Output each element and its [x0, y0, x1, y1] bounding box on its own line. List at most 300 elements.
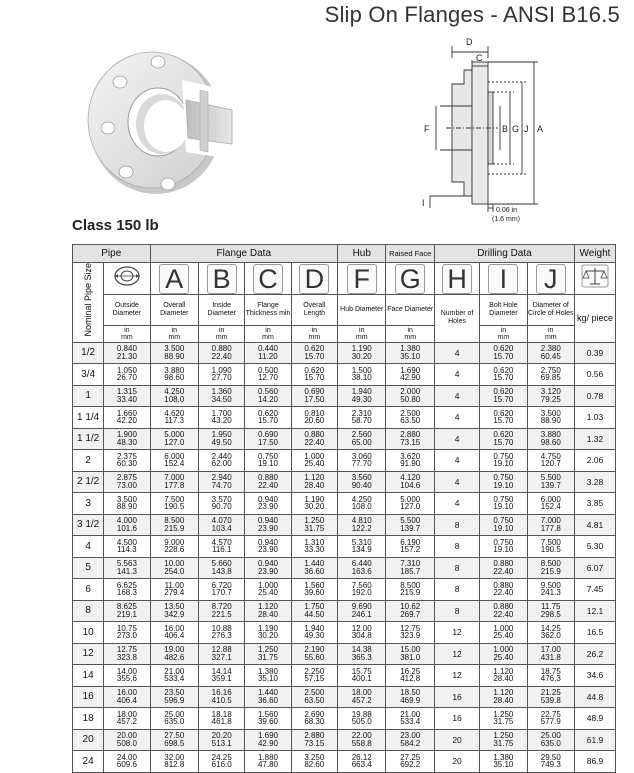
- weight-cell: 0.56: [574, 364, 615, 386]
- table-row: [73, 407, 616, 429]
- table-row: [73, 557, 616, 579]
- group-header-pipe: Pipe: [73, 245, 151, 263]
- dim-a-cell: 25.00 635.0: [150, 708, 198, 730]
- dim-f-cell: 9.690 246.1: [338, 600, 386, 622]
- dim-b-cell: 1.700 43.20: [199, 407, 245, 429]
- nominal-size-cell: 6: [73, 579, 104, 601]
- dim-d-cell: 0.620 15.70: [291, 364, 337, 386]
- table-row: [73, 579, 616, 601]
- dim-b-cell: 12.88 327.1: [199, 643, 245, 665]
- dim-g-cell: 27.25 692.2: [386, 751, 434, 773]
- nominal-size-cell: 2: [73, 450, 104, 472]
- nominal-size-cell: 8: [73, 600, 104, 622]
- dim-a-cell: 27.50 698.5: [150, 729, 198, 751]
- dim-g-cell: 18.50 469.9: [386, 686, 434, 708]
- dim-d-cell: 1.750 44.50: [291, 600, 337, 622]
- nominal-size-cell: 12: [73, 643, 104, 665]
- dim-c-cell: 1.120 28.40: [245, 600, 291, 622]
- dim-g-cell: 10.62 269.7: [386, 600, 434, 622]
- dim-i-cell: 0.620 15.70: [480, 428, 527, 450]
- dim-b-cell: 4.070 103.4: [199, 514, 245, 536]
- weight-cell: 1.03: [574, 407, 615, 429]
- dim-c-cell: 1.880 47.80: [245, 751, 291, 773]
- dim-d-cell: 1.310 33.30: [291, 536, 337, 558]
- dim-label-b: B: [502, 124, 509, 134]
- dim-i-cell: 0.880 22.40: [480, 579, 527, 601]
- letter-f-header: F: [338, 263, 386, 295]
- dim-j-cell: 17.00 431.8: [527, 643, 574, 665]
- letter-c-header: C: [245, 263, 291, 295]
- dim-d-cell: 2.190 55.60: [291, 643, 337, 665]
- dim-j-cell: 9.500 241.3: [527, 579, 574, 601]
- dim-j-cell: 2.750 69.85: [527, 364, 574, 386]
- nominal-pipe-size-header: Nominal Pipe Size: [73, 263, 104, 343]
- dim-a-cell: 9.000 228.6: [150, 536, 198, 558]
- dim-i-cell: 1.120 28.40: [480, 665, 527, 687]
- dim-j-cell: 22.75 577.9: [527, 708, 574, 730]
- dim-j-cell: 4.750 120.7: [527, 450, 574, 472]
- weight-cell: 86.9: [574, 751, 615, 773]
- weight-cell: 16.5: [574, 622, 615, 644]
- dim-g-cell: 4.120 104.6: [386, 471, 434, 493]
- flange-table-body: [73, 342, 616, 772]
- dim-label-i: I: [422, 198, 425, 208]
- dim-label-j: J: [524, 124, 529, 134]
- dim-j-cell: 25.00 635.0: [527, 729, 574, 751]
- dim-f-cell: 4.250 108.0: [338, 493, 386, 515]
- dim-j-cell: 5.500 139.7: [527, 471, 574, 493]
- unit-f: in mm: [338, 325, 386, 342]
- dim-od-cell: 14.00 355.6: [104, 665, 150, 687]
- dim-f-cell: 3.060 77.70: [338, 450, 386, 472]
- dim-g-cell: 15.00 381.0: [386, 643, 434, 665]
- letter-d-header: D: [291, 263, 337, 295]
- weight-cell: 61.9: [574, 729, 615, 751]
- dim-f-cell: 2.560 65.00: [338, 428, 386, 450]
- dim-a-cell: 16.00 406.4: [150, 622, 198, 644]
- dim-j-cell: 3.500 88.90: [527, 407, 574, 429]
- number-of-holes-cell: 4: [434, 450, 479, 472]
- group-header-raised-face: Raised Face: [386, 245, 434, 263]
- class-label: Class 150 lb: [72, 217, 159, 234]
- nominal-size-cell: 1 1/2: [73, 428, 104, 450]
- dim-c-cell: 0.750 19.10: [245, 450, 291, 472]
- group-header-weight: Weight: [574, 245, 615, 263]
- unit-j: in mm: [527, 325, 574, 342]
- dim-od-cell: 6.625 168.3: [104, 579, 150, 601]
- desc-bolt-hole-diameter: Bolt Hole Diameter: [480, 295, 527, 326]
- dim-a-cell: 21.00 533.4: [150, 665, 198, 687]
- dim-od-cell: 20.00 508.0: [104, 729, 150, 751]
- dim-i-cell: 1.250 31.75: [480, 708, 527, 730]
- table-row: [73, 342, 616, 364]
- letter-h-header: H: [434, 263, 479, 295]
- table-row: [73, 600, 616, 622]
- dim-i-cell: 0.750 19.10: [480, 493, 527, 515]
- number-of-holes-cell: 16: [434, 686, 479, 708]
- nominal-size-cell: 2 1/2: [73, 471, 104, 493]
- dim-a-cell: 4.620 117.3: [150, 407, 198, 429]
- dim-label-g: G: [512, 124, 520, 134]
- table-row: [73, 514, 616, 536]
- table-row: [73, 729, 616, 751]
- number-of-holes-cell: 16: [434, 708, 479, 730]
- number-of-holes-cell: 12: [434, 622, 479, 644]
- nominal-size-cell: 18: [73, 708, 104, 730]
- dim-a-cell: 4.250 108.0: [150, 385, 198, 407]
- dim-a-cell: 7.500 190.5: [150, 493, 198, 515]
- dim-g-cell: 16.25 412.8: [386, 665, 434, 687]
- weight-cell: 1.32: [574, 428, 615, 450]
- weight-cell: 48.9: [574, 708, 615, 730]
- dim-b-cell: 2.940 74.70: [199, 471, 245, 493]
- dim-b-cell: 6.720 170.7: [199, 579, 245, 601]
- group-header-flange-data: Flange Data: [150, 245, 337, 263]
- dim-j-cell: 3.880 98.60: [527, 428, 574, 450]
- dim-d-cell: 1.190 30.20: [291, 493, 337, 515]
- nominal-size-cell: 1: [73, 385, 104, 407]
- letter-i-header: I: [480, 263, 527, 295]
- flange-dimensions-table: [72, 244, 616, 773]
- dim-f-cell: 2.310 58.70: [338, 407, 386, 429]
- dim-b-cell: 16.16 410.5: [199, 686, 245, 708]
- dim-d-cell: 2.250 57.15: [291, 665, 337, 687]
- dim-d-cell: 1.250 31.75: [291, 514, 337, 536]
- dim-i-cell: 1.250 31.75: [480, 729, 527, 751]
- unit-g: in mm: [386, 325, 434, 342]
- nominal-size-cell: 24: [73, 751, 104, 773]
- weight-cell: 44.8: [574, 686, 615, 708]
- nominal-size-cell: 14: [73, 665, 104, 687]
- dim-f-cell: 26.12 663.4: [338, 751, 386, 773]
- number-of-holes-cell: 8: [434, 579, 479, 601]
- dim-od-cell: 1.660 42.20: [104, 407, 150, 429]
- dim-c-cell: 1.380 35.10: [245, 665, 291, 687]
- dim-a-cell: 5.000 127.0: [150, 428, 198, 450]
- dim-i-cell: 0.620 15.70: [480, 342, 527, 364]
- table-row: [73, 471, 616, 493]
- number-of-holes-cell: 8: [434, 536, 479, 558]
- table-row: [73, 493, 616, 515]
- dim-f-cell: 14.38 365.3: [338, 643, 386, 665]
- dim-g-cell: 21.00 533.4: [386, 708, 434, 730]
- dim-d-cell: 1.000 25.40: [291, 450, 337, 472]
- number-of-holes-cell: 20: [434, 751, 479, 773]
- dim-od-cell: 24.00 609.6: [104, 751, 150, 773]
- dim-i-cell: 0.750 19.10: [480, 514, 527, 536]
- dim-c-cell: 1.560 39.60: [245, 708, 291, 730]
- dim-i-cell: 0.880 22.40: [480, 600, 527, 622]
- dim-b-cell: 5.660 143.8: [199, 557, 245, 579]
- dim-b-cell: 1.950 49.50: [199, 428, 245, 450]
- dim-g-cell: 1.380 35.10: [386, 342, 434, 364]
- number-of-holes-cell: 4: [434, 428, 479, 450]
- dim-b-cell: 8.720 221.5: [199, 600, 245, 622]
- dim-g-cell: 12.75 323.9: [386, 622, 434, 644]
- dim-c-cell: 1.440 36.60: [245, 686, 291, 708]
- dim-d-cell: 0.810 20.60: [291, 407, 337, 429]
- nominal-size-cell: 16: [73, 686, 104, 708]
- desc-outside-diameter: Outside Diameter: [104, 295, 150, 326]
- dim-g-cell: 5.000 127.0: [386, 493, 434, 515]
- dim-f-cell: 18.00 457.2: [338, 686, 386, 708]
- dim-b-cell: 18.18 461.8: [199, 708, 245, 730]
- dim-od-cell: 2.375 60.30: [104, 450, 150, 472]
- unit-od: in mm: [104, 325, 150, 342]
- dim-j-cell: 3.120 79.25: [527, 385, 574, 407]
- number-of-holes-cell: 4: [434, 385, 479, 407]
- dim-od-cell: 8.625 219.1: [104, 600, 150, 622]
- dim-od-cell: 16.00 406.4: [104, 686, 150, 708]
- dim-b-cell: 1.360 34.50: [199, 385, 245, 407]
- dim-d-cell: 2.500 63.50: [291, 686, 337, 708]
- table-row: [73, 751, 616, 773]
- group-header-drilling-data: Drilling Data: [434, 245, 574, 263]
- dim-od-cell: 1.315 33.40: [104, 385, 150, 407]
- dim-i-cell: 1.380 35.10: [480, 751, 527, 773]
- number-of-holes-cell: 20: [434, 729, 479, 751]
- dim-a-cell: 13.50 342.9: [150, 600, 198, 622]
- dim-c-cell: 0.440 11.20: [245, 342, 291, 364]
- number-of-holes-cell: 4: [434, 364, 479, 386]
- dim-od-cell: 1.900 48.30: [104, 428, 150, 450]
- dim-b-cell: 14.14 359.1: [199, 665, 245, 687]
- dim-d-cell: 1.940 49.30: [291, 622, 337, 644]
- weight-cell: 3.85: [574, 493, 615, 515]
- desc-flange-thickness: Flange Thickness min: [245, 295, 291, 326]
- table-row: [73, 428, 616, 450]
- dim-od-cell: 12.75 323.8: [104, 643, 150, 665]
- weight-cell: 5.30: [574, 536, 615, 558]
- dim-i-cell: 0.880 22.40: [480, 557, 527, 579]
- dim-label-d: D: [466, 37, 473, 47]
- nominal-size-cell: 3 1/2: [73, 514, 104, 536]
- desc-circle-of-holes: Diameter of Circle of Holes: [527, 295, 574, 326]
- desc-inside-diameter: Inside Diameter: [199, 295, 245, 326]
- weight-cell: 7.45: [574, 579, 615, 601]
- dim-i-cell: 0.620 15.70: [480, 364, 527, 386]
- dim-f-cell: 1.190 30.20: [338, 342, 386, 364]
- number-of-holes-cell: 12: [434, 643, 479, 665]
- page-title: Slip On Flanges - ANSI B16.5: [324, 2, 620, 27]
- group-header-hub: Hub: [338, 245, 386, 263]
- table-row: [73, 364, 616, 386]
- dim-b-cell: 10.88 276.3: [199, 622, 245, 644]
- dim-i-cell: 0.750 19.10: [480, 471, 527, 493]
- dim-a-cell: 19.00 482.6: [150, 643, 198, 665]
- diagram-note-in: 0.06 in: [496, 207, 518, 214]
- dim-j-cell: 6.000 152.4: [527, 493, 574, 515]
- dim-b-cell: 20.20 513.1: [199, 729, 245, 751]
- dim-i-cell: 0.620 15.70: [480, 385, 527, 407]
- dim-f-cell: 15.75 400.1: [338, 665, 386, 687]
- dim-d-cell: 1.560 39.60: [291, 579, 337, 601]
- dim-i-cell: 1.000 25.40: [480, 643, 527, 665]
- dim-od-cell: 18.00 457.2: [104, 708, 150, 730]
- nominal-size-cell: 1/2: [73, 342, 104, 364]
- dim-f-cell: 3.560 90.40: [338, 471, 386, 493]
- dim-c-cell: 0.940 23.90: [245, 536, 291, 558]
- dim-j-cell: 11.75 298.5: [527, 600, 574, 622]
- dim-a-cell: 32.00 812.8: [150, 751, 198, 773]
- dim-g-cell: 2.000 50.80: [386, 385, 434, 407]
- diagram-note-mm: (1.6 mm): [492, 216, 520, 223]
- table-row: [73, 450, 616, 472]
- nominal-size-cell: 3: [73, 493, 104, 515]
- dim-j-cell: 8.500 215.9: [527, 557, 574, 579]
- weight-cell: 0.78: [574, 385, 615, 407]
- dim-f-cell: 4.810 122.2: [338, 514, 386, 536]
- number-of-holes-cell: 4: [434, 471, 479, 493]
- dim-label-c: C: [476, 53, 483, 63]
- letter-b-header: B: [199, 263, 245, 295]
- dim-a-cell: 10.00 254.0: [150, 557, 198, 579]
- table-row: [73, 385, 616, 407]
- dim-i-cell: 1.000 25.40: [480, 622, 527, 644]
- dim-d-cell: 2.880 73.15: [291, 729, 337, 751]
- dim-d-cell: 1.120 28.40: [291, 471, 337, 493]
- flange-table-container: [72, 244, 616, 773]
- letter-g-header: G: [386, 263, 434, 295]
- dim-c-cell: 0.940 23.90: [245, 514, 291, 536]
- dim-i-cell: 0.750 19.10: [480, 450, 527, 472]
- dim-od-cell: 4.500 114.3: [104, 536, 150, 558]
- number-of-holes-cell: 4: [434, 407, 479, 429]
- dim-od-cell: 10.75 273.0: [104, 622, 150, 644]
- dim-g-cell: 3.620 91.90: [386, 450, 434, 472]
- dim-g-cell: 1.690 42.90: [386, 364, 434, 386]
- dim-a-cell: 7.000 177.8: [150, 471, 198, 493]
- dim-j-cell: 18.75 476.3: [527, 665, 574, 687]
- dim-g-cell: 5.500 139.7: [386, 514, 434, 536]
- weight-cell: 4.81: [574, 514, 615, 536]
- dim-b-cell: 4.570 116.1: [199, 536, 245, 558]
- dim-g-cell: 23.00 584.2: [386, 729, 434, 751]
- dim-c-cell: 0.880 22.40: [245, 471, 291, 493]
- dim-g-cell: 6.190 157.2: [386, 536, 434, 558]
- dim-b-cell: 24.25 616.0: [199, 751, 245, 773]
- dim-c-cell: 0.560 14.20: [245, 385, 291, 407]
- dim-c-cell: 1.190 30.20: [245, 622, 291, 644]
- dim-j-cell: 21.25 539.8: [527, 686, 574, 708]
- table-row: [73, 708, 616, 730]
- unit-a: in mm: [150, 325, 198, 342]
- dim-d-cell: 0.690 17.50: [291, 385, 337, 407]
- unit-c: in mm: [245, 325, 291, 342]
- number-of-holes-cell: 12: [434, 665, 479, 687]
- dim-c-cell: 0.690 17.50: [245, 428, 291, 450]
- dim-f-cell: 22.00 558.8: [338, 729, 386, 751]
- pipe-od-icon: [104, 263, 150, 295]
- dim-f-cell: 6.440 163.6: [338, 557, 386, 579]
- dim-j-cell: 29.50 749.3: [527, 751, 574, 773]
- desc-face-diameter: Face Diameter: [386, 295, 434, 326]
- weight-cell: 12.1: [574, 600, 615, 622]
- scale-icon: [574, 263, 615, 295]
- number-of-holes-cell: 4: [434, 342, 479, 364]
- nominal-size-cell: 3/4: [73, 364, 104, 386]
- dim-c-cell: 1.690 42.90: [245, 729, 291, 751]
- dim-b-cell: 0.880 22.40: [199, 342, 245, 364]
- nominal-size-cell: 10: [73, 622, 104, 644]
- dim-od-cell: 0.840 21.30: [104, 342, 150, 364]
- weight-cell: 34.6: [574, 665, 615, 687]
- nominal-size-cell: 1 1/4: [73, 407, 104, 429]
- dim-g-cell: 8.500 215.9: [386, 579, 434, 601]
- unit-d: in mm: [291, 325, 337, 342]
- dim-f-cell: 1.500 38.10: [338, 364, 386, 386]
- dim-a-cell: 6.000 152.4: [150, 450, 198, 472]
- dim-j-cell: 14.25 362.0: [527, 622, 574, 644]
- dim-d-cell: 0.620 15.70: [291, 342, 337, 364]
- dim-c-cell: 1.000 25.40: [245, 579, 291, 601]
- number-of-holes-cell: 8: [434, 514, 479, 536]
- table-row: [73, 665, 616, 687]
- flange-cross-section-diagram: [420, 32, 620, 224]
- dim-b-cell: 3.570 90.70: [199, 493, 245, 515]
- weight-cell: 2.06: [574, 450, 615, 472]
- dim-j-cell: 7.500 190.5: [527, 536, 574, 558]
- dim-d-cell: 1.440 36.60: [291, 557, 337, 579]
- desc-overall-diameter: Overall Diameter: [150, 295, 198, 326]
- dim-f-cell: 12.00 304.8: [338, 622, 386, 644]
- dim-od-cell: 2.875 73.00: [104, 471, 150, 493]
- weight-cell: 0.39: [574, 342, 615, 364]
- dim-g-cell: 2.880 73.15: [386, 428, 434, 450]
- nominal-size-cell: 5: [73, 557, 104, 579]
- nominal-size-cell: 4: [73, 536, 104, 558]
- dim-j-cell: 7.000 177.8: [527, 514, 574, 536]
- dim-c-cell: 0.940 23.90: [245, 557, 291, 579]
- table-row: [73, 622, 616, 644]
- dim-d-cell: 2.690 68.30: [291, 708, 337, 730]
- table-row: [73, 536, 616, 558]
- dim-f-cell: 7.560 192.0: [338, 579, 386, 601]
- dim-c-cell: 1.250 31.75: [245, 643, 291, 665]
- letter-a-header: A: [150, 263, 198, 295]
- dim-od-cell: 3.500 88.90: [104, 493, 150, 515]
- desc-number-of-holes: Number of Holes: [434, 295, 479, 343]
- dim-c-cell: 0.940 23.90: [245, 493, 291, 515]
- dim-f-cell: 5.310 134.9: [338, 536, 386, 558]
- dim-a-cell: 3.880 98.60: [150, 364, 198, 386]
- dim-od-cell: 5.563 141.3: [104, 557, 150, 579]
- dim-c-cell: 0.620 15.70: [245, 407, 291, 429]
- desc-overall-length: Overall Length: [291, 295, 337, 326]
- table-row: [73, 686, 616, 708]
- dim-a-cell: 23.50 596.9: [150, 686, 198, 708]
- dim-g-cell: 2.500 63.50: [386, 407, 434, 429]
- weight-unit-header: kg/ piece: [574, 295, 615, 343]
- dim-label-a: A: [537, 124, 544, 134]
- weight-cell: 6.07: [574, 557, 615, 579]
- dim-label-f: F: [424, 124, 430, 134]
- unit-i: in mm: [480, 325, 527, 342]
- dim-b-cell: 1.090 27.70: [199, 364, 245, 386]
- table-row: [73, 643, 616, 665]
- letter-j-header: J: [527, 263, 574, 295]
- number-of-holes-cell: 4: [434, 493, 479, 515]
- dim-b-cell: 2.440 62.00: [199, 450, 245, 472]
- weight-cell: 26.2: [574, 643, 615, 665]
- dim-f-cell: 19.88 505.0: [338, 708, 386, 730]
- dim-od-cell: 4.000 101.6: [104, 514, 150, 536]
- dim-i-cell: 1.120 28.40: [480, 686, 527, 708]
- number-of-holes-cell: 8: [434, 600, 479, 622]
- dim-d-cell: 0.880 22.40: [291, 428, 337, 450]
- desc-hub-diameter: Hub Diameter: [338, 295, 386, 326]
- dim-a-cell: 3.500 88.90: [150, 342, 198, 364]
